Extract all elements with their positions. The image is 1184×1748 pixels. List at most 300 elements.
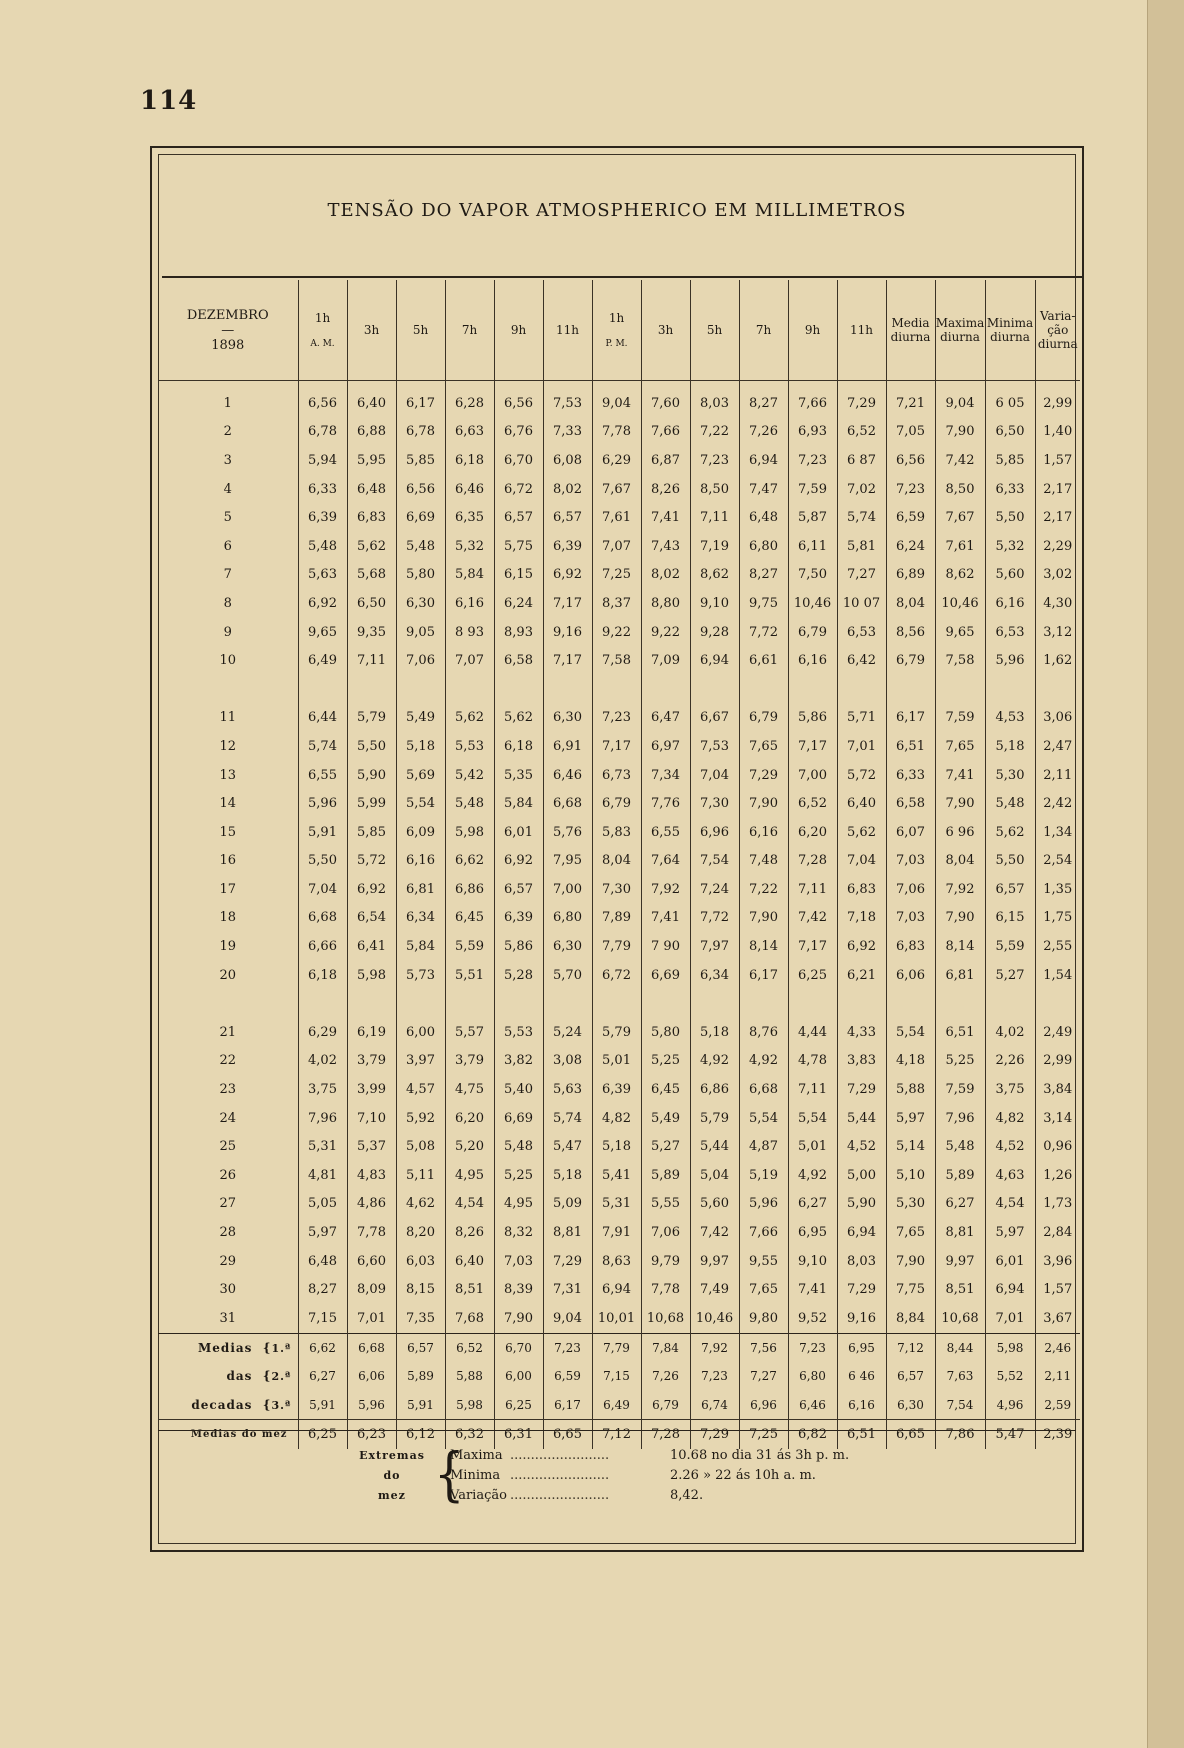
value-cell: 5,47 <box>543 1132 592 1161</box>
extremes-label <box>352 1446 432 1506</box>
value-cell: 6,94 <box>592 1275 641 1304</box>
value-cell: 7,42 <box>690 1218 739 1247</box>
value-cell: 6,49 <box>592 1391 641 1420</box>
day-cell: 18 <box>219 910 237 926</box>
value-cell: 7,92 <box>690 1333 739 1362</box>
value-cell: 9,04 <box>592 381 641 418</box>
hour-label: 1h <box>608 311 625 325</box>
value-cell: 4,96 <box>985 1391 1035 1420</box>
day-cell: 14 <box>219 796 237 812</box>
value-cell: 6,34 <box>690 961 739 990</box>
value-cell: 8,44 <box>935 1333 985 1362</box>
value-cell: 6,40 <box>837 789 886 818</box>
day-cell: 21 <box>219 1024 237 1040</box>
value-cell: 3,79 <box>445 1047 494 1076</box>
value-cell: 5,27 <box>641 1132 690 1161</box>
value-cell: 6,57 <box>543 503 592 532</box>
value-cell: 2,17 <box>1035 503 1080 532</box>
value-cell: 5,09 <box>543 1190 592 1219</box>
value-cell: 8,27 <box>739 561 788 590</box>
value-cell: 7,42 <box>788 904 837 933</box>
value-cell: 2,99 <box>1035 381 1080 418</box>
value-cell: 7,79 <box>592 932 641 961</box>
value-cell: 3,14 <box>1035 1104 1080 1133</box>
value-cell: 7,65 <box>886 1218 935 1247</box>
value-cell: 8,81 <box>543 1218 592 1247</box>
value-cell: 5,52 <box>985 1362 1035 1391</box>
value-cell: 7,49 <box>690 1275 739 1304</box>
value-cell: 4,95 <box>445 1161 494 1190</box>
hour-label: 1h <box>314 311 331 325</box>
value-cell: 5,62 <box>985 818 1035 847</box>
value-cell: 5,49 <box>641 1104 690 1133</box>
decade-index: 2.ª <box>271 1370 292 1384</box>
value-cell: 7 90 <box>641 932 690 961</box>
value-cell: 5,96 <box>739 1190 788 1219</box>
extreme-name: Variação <box>450 1488 507 1503</box>
value-cell: 6,30 <box>886 1391 935 1420</box>
value-cell: 7,89 <box>592 904 641 933</box>
value-cell: 6,55 <box>641 818 690 847</box>
value-cell: 5,18 <box>396 732 445 761</box>
value-cell: 6,70 <box>494 446 543 475</box>
header-maxima: Maxima diurna <box>935 280 985 381</box>
value-cell: 6,01 <box>494 818 543 847</box>
extreme-row-maxima <box>450 1446 1010 1466</box>
value-cell: 7,15 <box>298 1304 347 1333</box>
value-cell: 6,92 <box>837 932 886 961</box>
value-cell: 10,46 <box>935 589 985 618</box>
value-cell: 9,28 <box>690 618 739 647</box>
value-cell: 6,55 <box>298 761 347 790</box>
value-cell: 7,04 <box>837 847 886 876</box>
value-cell: 7,90 <box>935 789 985 818</box>
value-cell: 2,11 <box>1035 761 1080 790</box>
value-cell: 7,54 <box>690 847 739 876</box>
value-cell: 5,00 <box>837 1161 886 1190</box>
spacer-cell <box>985 989 1035 1018</box>
value-cell: 6,06 <box>347 1362 396 1391</box>
value-cell: 6,96 <box>739 1391 788 1420</box>
value-cell: 9,55 <box>739 1247 788 1276</box>
value-cell: 3,67 <box>1035 1304 1080 1333</box>
value-cell: 6,03 <box>396 1247 445 1276</box>
footer-rule <box>158 1430 1076 1431</box>
value-cell: 6,60 <box>347 1247 396 1276</box>
day-cell: 11 <box>219 710 237 726</box>
value-cell: 10,68 <box>641 1304 690 1333</box>
value-cell: 7,29 <box>837 381 886 418</box>
decade-label-cell: Medias {1.ª <box>158 1333 298 1362</box>
value-cell: 7,23 <box>690 1362 739 1391</box>
value-cell: 5,54 <box>788 1104 837 1133</box>
value-cell: 7,60 <box>641 381 690 418</box>
table-row <box>158 961 1080 990</box>
value-cell: 8,20 <box>396 1218 445 1247</box>
value-cell: 6,39 <box>592 1075 641 1104</box>
value-cell: 5,50 <box>985 847 1035 876</box>
day-cell: 27 <box>219 1196 237 1212</box>
value-cell: 5,05 <box>298 1190 347 1219</box>
decade-index: 1.ª <box>271 1341 292 1355</box>
value-cell: 7,06 <box>641 1218 690 1247</box>
value-cell: 7,17 <box>592 732 641 761</box>
value-cell: 9,10 <box>788 1247 837 1276</box>
value-cell: 7,97 <box>690 932 739 961</box>
value-cell: 5,31 <box>298 1132 347 1161</box>
value-cell: 1,34 <box>1035 818 1080 847</box>
header-hour: 9h <box>494 280 543 381</box>
table-row <box>158 646 1080 675</box>
value-cell: 6,52 <box>445 1333 494 1362</box>
value-cell: 7,67 <box>935 503 985 532</box>
header-hour: 7h <box>739 280 788 381</box>
value-cell: 5,50 <box>347 732 396 761</box>
value-cell: 2,84 <box>1035 1218 1080 1247</box>
extreme-value: 10.68 no dia 31 ás 3h p. m. <box>670 1448 850 1463</box>
value-cell: 5,30 <box>886 1190 935 1219</box>
value-cell: 7,66 <box>641 418 690 447</box>
extreme-name: Maxima <box>450 1448 503 1463</box>
value-cell: 2,29 <box>1035 532 1080 561</box>
value-cell: 6,51 <box>935 1018 985 1047</box>
value-cell: 5,24 <box>543 1018 592 1047</box>
value-cell: 6,17 <box>739 961 788 990</box>
value-cell: 6,18 <box>494 732 543 761</box>
value-cell: 6,24 <box>494 589 543 618</box>
value-cell: 10,46 <box>788 589 837 618</box>
value-cell: 4,54 <box>445 1190 494 1219</box>
value-cell: 5,97 <box>985 1218 1035 1247</box>
value-cell: 5,59 <box>985 932 1035 961</box>
value-cell: 7,96 <box>935 1104 985 1133</box>
value-cell: 7,86 <box>935 1420 985 1449</box>
value-cell: 7,91 <box>592 1218 641 1247</box>
table-row <box>158 475 1080 504</box>
value-cell: 5,50 <box>985 503 1035 532</box>
value-cell: 6,83 <box>837 875 886 904</box>
value-cell: 4,83 <box>347 1161 396 1190</box>
value-cell: 5,98 <box>347 961 396 990</box>
value-cell: 5,72 <box>837 761 886 790</box>
day-cell: 1 <box>223 395 232 411</box>
page-edge <box>1147 0 1184 1748</box>
value-cell: 7,27 <box>837 561 886 590</box>
value-cell: 6,87 <box>641 446 690 475</box>
value-cell: 5,79 <box>347 704 396 733</box>
value-cell: 3,06 <box>1035 704 1080 733</box>
page-title: TENSÃO DO VAPOR ATMOSPHERICO EM MILLIMETROS <box>327 200 907 221</box>
value-cell: 7,84 <box>641 1333 690 1362</box>
value-cell: 7,72 <box>739 618 788 647</box>
value-cell: 8,04 <box>592 847 641 876</box>
value-cell: 7,10 <box>347 1104 396 1133</box>
spacer-cell <box>690 989 739 1018</box>
value-cell: 6,96 <box>690 818 739 847</box>
value-cell: 5,86 <box>788 704 837 733</box>
value-cell: 7,03 <box>494 1247 543 1276</box>
spacer-cell <box>935 675 985 704</box>
value-cell: 6,57 <box>396 1333 445 1362</box>
value-cell: 6,66 <box>298 932 347 961</box>
value-cell: 7,53 <box>543 381 592 418</box>
value-cell: 8 93 <box>445 618 494 647</box>
value-cell: 6,33 <box>886 761 935 790</box>
value-cell: 6,15 <box>494 561 543 590</box>
value-cell: 7,23 <box>788 446 837 475</box>
value-cell: 7,76 <box>641 789 690 818</box>
value-cell: 7,66 <box>788 381 837 418</box>
value-cell: 7,23 <box>690 446 739 475</box>
header-minima: Minima diurna <box>985 280 1035 381</box>
value-cell: 5,85 <box>985 446 1035 475</box>
value-cell: 9,35 <box>347 618 396 647</box>
value-cell: 5,72 <box>347 847 396 876</box>
table-row <box>158 1247 1080 1276</box>
extreme-row-variacao <box>450 1486 1010 1506</box>
value-cell: 3,08 <box>543 1047 592 1076</box>
value-cell: 0,96 <box>1035 1132 1080 1161</box>
value-cell: 4,52 <box>985 1132 1035 1161</box>
value-cell: 1,40 <box>1035 418 1080 447</box>
value-cell: 5,80 <box>641 1018 690 1047</box>
value-cell: 6,16 <box>788 646 837 675</box>
value-cell: 7,56 <box>739 1333 788 1362</box>
value-cell: 5,75 <box>494 532 543 561</box>
value-cell: 5,04 <box>690 1161 739 1190</box>
value-cell: 9,97 <box>690 1247 739 1276</box>
value-cell: 8,84 <box>886 1304 935 1333</box>
day-cell: 9 <box>223 624 232 640</box>
table-row <box>158 1161 1080 1190</box>
spacer-cell <box>494 675 543 704</box>
value-cell: 5,32 <box>985 532 1035 561</box>
value-cell: 3,96 <box>1035 1247 1080 1276</box>
value-cell: 5,14 <box>886 1132 935 1161</box>
value-cell: 6,59 <box>543 1362 592 1391</box>
day-cell: 23 <box>219 1082 237 1098</box>
value-cell: 5,62 <box>347 532 396 561</box>
value-cell: 4,44 <box>788 1018 837 1047</box>
value-cell: 8,51 <box>935 1275 985 1304</box>
value-cell: 5,18 <box>592 1132 641 1161</box>
value-cell: 5,53 <box>445 732 494 761</box>
table-row <box>158 503 1080 532</box>
value-cell: 9,97 <box>935 1247 985 1276</box>
month-label: DEZEMBRO <box>186 307 269 323</box>
value-cell: 7,29 <box>837 1275 886 1304</box>
value-cell: 6,08 <box>543 446 592 475</box>
spacer-cell <box>494 989 543 1018</box>
value-cell: 2,17 <box>1035 475 1080 504</box>
value-cell: 7,41 <box>641 503 690 532</box>
day-cell: 15 <box>219 824 237 840</box>
value-cell: 7,26 <box>739 418 788 447</box>
value-cell: 6,46 <box>543 761 592 790</box>
spacer-cell <box>690 675 739 704</box>
value-cell: 6,07 <box>886 818 935 847</box>
value-cell: 5,70 <box>543 961 592 990</box>
value-cell: 8,51 <box>445 1275 494 1304</box>
day-cell: 20 <box>219 967 237 983</box>
value-cell: 5,91 <box>396 1391 445 1420</box>
value-cell: 7,18 <box>837 904 886 933</box>
value-cell: 6,48 <box>298 1247 347 1276</box>
value-cell: 6,01 <box>985 1247 1035 1276</box>
value-cell: 5,90 <box>837 1190 886 1219</box>
value-cell: 7,24 <box>690 875 739 904</box>
value-cell: 7,68 <box>445 1304 494 1333</box>
value-cell: 7,12 <box>886 1333 935 1362</box>
value-cell: 6,17 <box>886 704 935 733</box>
value-cell: 6,79 <box>641 1391 690 1420</box>
value-cell: 9,80 <box>739 1304 788 1333</box>
value-cell: 8,03 <box>690 381 739 418</box>
value-cell: 3,79 <box>347 1047 396 1076</box>
value-cell: 6,39 <box>494 904 543 933</box>
value-cell: 7,28 <box>641 1420 690 1449</box>
value-cell: 9,04 <box>935 381 985 418</box>
value-cell: 7,75 <box>886 1275 935 1304</box>
value-cell: 7,43 <box>641 532 690 561</box>
value-cell: 7,41 <box>788 1275 837 1304</box>
value-cell: 6,67 <box>690 704 739 733</box>
value-cell: 5,48 <box>935 1132 985 1161</box>
value-cell: 5,98 <box>985 1333 1035 1362</box>
value-cell: 1,35 <box>1035 875 1080 904</box>
value-cell: 8,02 <box>641 561 690 590</box>
value-cell: 7,12 <box>592 1420 641 1449</box>
value-cell: 6,28 <box>445 381 494 418</box>
value-cell: 6,92 <box>347 875 396 904</box>
header-hour: 3h <box>641 280 690 381</box>
value-cell: 6,48 <box>347 475 396 504</box>
value-cell: 6,31 <box>494 1420 543 1449</box>
value-cell: 5,25 <box>935 1047 985 1076</box>
table-row <box>158 932 1080 961</box>
value-cell: 6,62 <box>298 1333 347 1362</box>
value-cell: 5,50 <box>298 847 347 876</box>
spacer-cell <box>158 675 298 704</box>
value-cell: 6,92 <box>298 589 347 618</box>
value-cell: 7,66 <box>739 1218 788 1247</box>
value-cell: 6,00 <box>396 1018 445 1047</box>
value-cell: 8,09 <box>347 1275 396 1304</box>
value-cell: 7,29 <box>690 1420 739 1449</box>
value-cell: 6,95 <box>837 1333 886 1362</box>
header-hour <box>298 280 347 381</box>
spacer-cell <box>1035 675 1080 704</box>
value-cell: 6,86 <box>690 1075 739 1104</box>
value-cell: 7,92 <box>641 875 690 904</box>
value-cell: 7,23 <box>788 1333 837 1362</box>
value-cell: 7,04 <box>690 761 739 790</box>
value-cell: 2,46 <box>1035 1333 1080 1362</box>
value-cell: 6,33 <box>298 475 347 504</box>
value-cell: 6,62 <box>445 847 494 876</box>
spacer-cell <box>347 675 396 704</box>
value-cell: 1,57 <box>1035 1275 1080 1304</box>
value-cell: 6,69 <box>494 1104 543 1133</box>
value-cell: 6,30 <box>543 704 592 733</box>
table-row <box>158 761 1080 790</box>
value-cell: 7,11 <box>690 503 739 532</box>
value-cell: 5,97 <box>886 1104 935 1133</box>
value-cell: 6,51 <box>886 732 935 761</box>
value-cell: 4,87 <box>739 1132 788 1161</box>
value-cell: 5,54 <box>396 789 445 818</box>
vapor-table <box>158 280 1080 1449</box>
value-cell: 4,75 <box>445 1075 494 1104</box>
extreme-row-minima <box>450 1466 1010 1486</box>
value-cell: 2,11 <box>1035 1362 1080 1391</box>
value-cell: 6,56 <box>396 475 445 504</box>
value-cell: 7,61 <box>592 503 641 532</box>
header-hour <box>592 280 641 381</box>
value-cell: 6,45 <box>641 1075 690 1104</box>
value-cell: 3,75 <box>298 1075 347 1104</box>
value-cell: 5,48 <box>298 532 347 561</box>
value-cell: 5,18 <box>985 732 1035 761</box>
value-cell: 6,17 <box>396 381 445 418</box>
spacer-cell <box>1035 989 1080 1018</box>
value-cell: 4,82 <box>985 1104 1035 1133</box>
value-cell: 7,59 <box>935 704 985 733</box>
value-cell: 5,74 <box>543 1104 592 1133</box>
value-cell: 7,27 <box>739 1362 788 1391</box>
value-cell: 6,06 <box>886 961 935 990</box>
table-row <box>158 532 1080 561</box>
value-cell: 6,40 <box>445 1247 494 1276</box>
table-row <box>158 1075 1080 1104</box>
value-cell: 7,41 <box>935 761 985 790</box>
value-cell: 6,80 <box>739 532 788 561</box>
value-cell: 6,69 <box>641 961 690 990</box>
value-cell: 7,31 <box>543 1275 592 1304</box>
table-row <box>158 847 1080 876</box>
value-cell: 5,62 <box>494 704 543 733</box>
value-cell: 7,17 <box>788 732 837 761</box>
value-cell: 7,78 <box>592 418 641 447</box>
decade-mean-row <box>158 1333 1080 1362</box>
value-cell: 4,33 <box>837 1018 886 1047</box>
value-cell: 7,54 <box>935 1391 985 1420</box>
value-cell: 6,27 <box>788 1190 837 1219</box>
value-cell: 4,95 <box>494 1190 543 1219</box>
value-cell: 6,63 <box>445 418 494 447</box>
value-cell: 8,02 <box>543 475 592 504</box>
day-cell: 12 <box>219 738 237 754</box>
decade-label-cell: decadas {3.ª <box>191 1398 292 1413</box>
value-cell: 7,19 <box>690 532 739 561</box>
header-media: Media diurna <box>886 280 935 381</box>
value-cell: 6,57 <box>985 875 1035 904</box>
value-cell: 7,58 <box>592 646 641 675</box>
value-cell: 6,65 <box>543 1420 592 1449</box>
value-cell: 5,44 <box>837 1104 886 1133</box>
value-cell: 6,68 <box>347 1333 396 1362</box>
value-cell: 8,03 <box>837 1247 886 1276</box>
value-cell: 5,85 <box>396 446 445 475</box>
value-cell: 10,01 <box>592 1304 641 1333</box>
spacer-cell <box>935 989 985 1018</box>
value-cell: 7,06 <box>886 875 935 904</box>
value-cell: 6,58 <box>886 789 935 818</box>
day-cell: 8 <box>223 595 232 611</box>
value-cell: 6,19 <box>347 1018 396 1047</box>
value-cell: 6,82 <box>788 1420 837 1449</box>
value-cell: 4,02 <box>985 1018 1035 1047</box>
